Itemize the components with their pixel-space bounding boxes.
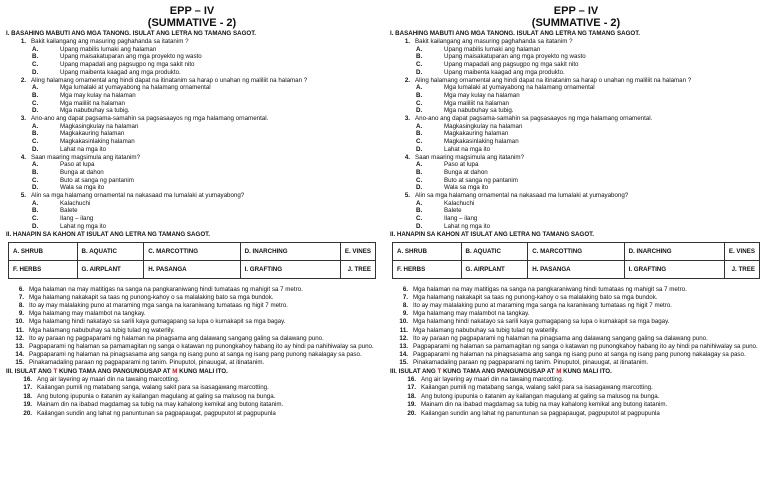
item-number: 14. <box>399 351 408 359</box>
answer-option <box>6 223 378 231</box>
option-text: Magkakasinlaking halaman <box>444 138 519 146</box>
question-text: Aling halamang ornamental ang hindi dapat na itinatanim sa harap o unahan ng maliliit na halaman ? <box>415 76 692 84</box>
worksheet-title: EPP – IV <box>553 5 599 17</box>
option-letter: B. <box>416 168 423 176</box>
option-letter: B. <box>416 130 423 138</box>
option-letter: A. <box>416 84 423 92</box>
word-box-cell: D. INARCHING <box>624 242 724 260</box>
word-box-row-2 <box>9 260 376 278</box>
word-box-cell: G. AIRPLANT <box>461 260 528 278</box>
item-number: 8. <box>402 301 408 309</box>
question-number: 2. <box>20 76 26 84</box>
option-letter: A. <box>416 199 423 207</box>
item-text: Pagpaparami ng halaman sa pamamagitan ng sanga o katawan ng punongkahoy habang ito ay hindi pa nahihiwalay sa puno. <box>413 343 758 350</box>
question-item <box>390 192 762 200</box>
answer-option <box>6 215 378 223</box>
option-text: Mga maliliit na halaman <box>60 99 125 107</box>
question-number: 5. <box>404 192 410 200</box>
word-box-cell: D. INARCHING <box>240 242 340 260</box>
item-number: 17. <box>407 384 416 392</box>
answer-option <box>390 69 762 77</box>
item-text: Mga halamang nabubuhay sa tubig tulad ng waterlily. <box>413 326 559 334</box>
option-text: Ilang – ilang <box>444 215 478 223</box>
item-number: 19. <box>23 401 32 409</box>
option-letter: D. <box>32 184 39 192</box>
item-number: 14. <box>15 351 24 359</box>
answer-option <box>6 100 378 108</box>
option-text: Paso at lupa <box>444 161 479 169</box>
part3-heading: III. ISULAT ANG T KUNG TAMA ANG PANGUNGUSAP AT M KUNG MALI ITO. <box>390 367 612 375</box>
option-letter: B. <box>416 207 423 215</box>
item-number: 16. <box>407 375 416 383</box>
option-text: Lahat na mga ito <box>60 145 107 153</box>
true-false-item <box>390 384 762 393</box>
question-number: 3. <box>20 115 26 123</box>
option-letter: B. <box>32 168 39 176</box>
question-text: Alin sa mga halamang ornamental na nakasaad ma lumalaki at yumayabong? <box>31 192 245 200</box>
option-letter: B. <box>416 91 423 99</box>
option-text: Upang maisakatuparan ang mga proyekto ng wasto <box>444 53 586 61</box>
answer-option <box>6 53 378 61</box>
word-box <box>8 242 376 279</box>
true-false-item <box>390 410 762 419</box>
answer-option <box>6 161 378 169</box>
option-text: Magkasingkulay na halaman <box>60 122 139 130</box>
answer-option <box>390 92 762 100</box>
option-letter: D. <box>416 68 423 76</box>
option-letter: C. <box>32 61 39 69</box>
answer-option <box>390 138 762 146</box>
item-text: Ito ay may malalaking puno at maraming mga sanga na karaniwang tumataas ng higit 7 metro. <box>29 301 288 309</box>
item-text: Pagpaparami ng halaman na pinagsasama ang sanga ng isang puno at sanga ng isang pang punong nakalagay sa paso. <box>413 351 746 359</box>
part1-questions <box>390 38 762 231</box>
option-letter: C. <box>32 215 39 223</box>
item-number: 10. <box>399 318 408 326</box>
part1-heading: I. BASAHING MABUTI ANG MGA TANONG. ISULAT ANG LETRA NG TAMANG SAGOT. <box>6 30 257 37</box>
answer-option <box>6 84 378 92</box>
true-false-item <box>390 376 762 385</box>
word-box-cell: E. VINES <box>340 242 375 260</box>
option-letter: D. <box>416 184 423 192</box>
answer-option <box>6 107 378 115</box>
option-text: Upang mapadali ang pagsugpo ng mga sakit nito <box>60 61 195 69</box>
answer-option <box>6 177 378 185</box>
option-text: Upang maibenta kaagad ang mga produkto. <box>444 68 565 76</box>
answer-option <box>6 92 378 100</box>
option-letter: D. <box>32 107 39 115</box>
item-text: Mga halamang may malambot na tangkay. <box>413 310 530 318</box>
answer-option <box>390 84 762 92</box>
question-text: Ano-ano ang dapat pagsama-samahin sa pagsasaayos ng mga halamang ornamental. <box>31 115 269 123</box>
answer-option <box>390 100 762 108</box>
question-number: 4. <box>20 153 26 161</box>
option-letter: C. <box>32 176 39 184</box>
item-number: 20. <box>407 409 416 417</box>
option-text: Upang maisakatuparan ang mga proyekto ng wasto <box>60 53 202 61</box>
word-box-cell: J. TREE <box>724 260 759 278</box>
word-box-cell: F. HERBS <box>9 260 78 278</box>
question-text: Bakit kailangang ang masuring paghahanda sa itatanim ? <box>31 38 189 45</box>
item-number: 11. <box>399 326 408 334</box>
answer-option <box>6 46 378 54</box>
identification-item <box>6 310 378 318</box>
item-text: Ito ay paraan ng pagpaparami ng halaman na pinagsama ang dalawang sangang galing sa dalawang puno. <box>29 334 324 342</box>
item-number: 20. <box>23 409 32 417</box>
identification-item <box>390 343 762 351</box>
word-box-cell: J. TREE <box>340 260 375 278</box>
word-box-cell: C. MARCOTTING <box>528 242 624 260</box>
part2-heading: II. HANAPIN SA KAHON AT ISULAT ANG LETRA NG TAMANG SAGOT. <box>6 230 210 238</box>
word-box-row-2 <box>393 260 760 278</box>
item-text: Kailangan sundin ang lahat ng panuntunan sa pagpapaugat, pagpuputol at pagpupunla <box>421 409 660 417</box>
question-item <box>6 77 378 85</box>
option-text: Wala sa mga ito <box>60 184 105 192</box>
option-letter: D. <box>32 145 39 153</box>
identification-item <box>390 310 762 318</box>
option-text: Bunga at dahon <box>60 168 104 176</box>
item-text: Pinakamadaling paraan ng pagpaparami ng tanim. Pinuputol, pinauugat, at itinatanim. <box>413 359 649 367</box>
question-number: 1. <box>20 38 26 45</box>
option-letter: C. <box>416 176 423 184</box>
true-false-item <box>6 384 378 393</box>
item-number: 16. <box>23 375 32 383</box>
item-text: Mga halamang may malambot na tangkay. <box>29 310 146 318</box>
option-letter: A. <box>416 45 423 53</box>
worksheet-subtitle: (SUMMATIVE - 2) <box>147 17 237 29</box>
question-number: 5. <box>20 192 26 200</box>
answer-option <box>390 177 762 185</box>
option-text: Kalachuchi <box>60 199 91 207</box>
item-text: Ang air layering ay maari din na tawaing marcotting. <box>421 375 564 383</box>
option-text: Ilang – ilang <box>60 215 94 223</box>
answer-option <box>6 146 378 154</box>
answer-option <box>390 46 762 54</box>
option-letter: C. <box>416 61 423 69</box>
worksheet-right-copy <box>384 0 768 503</box>
option-text: Buto at sanga ng pantanim <box>60 176 134 184</box>
option-text: Upang mabilis lumaki ang halaman <box>444 45 541 53</box>
option-text: Magkakauring halaman <box>60 130 125 138</box>
option-text: Lahat ng mga ito <box>444 222 491 230</box>
item-number: 13. <box>399 343 408 350</box>
answer-option <box>6 169 378 177</box>
item-text: Pinakamadaling paraan ng pagpaparami ng tanim. Pinuputol, pinauugat, at itinatanim. <box>29 359 265 367</box>
answer-option <box>390 215 762 223</box>
true-false-item <box>390 393 762 402</box>
item-number: 7. <box>402 293 408 301</box>
item-number: 10. <box>15 318 24 326</box>
question-item <box>6 154 378 162</box>
item-number: 6. <box>402 285 408 293</box>
item-text: Pagpaparami ng halaman sa pamamagitan ng sanga o katawan ng punongkahoy habang ito ay hindi pa nahihiwalay sa puno. <box>29 343 374 350</box>
option-letter: D. <box>416 107 423 115</box>
answer-option <box>390 61 762 69</box>
question-item <box>6 192 378 200</box>
option-letter: D. <box>32 68 39 76</box>
worksheet-subtitle: (SUMMATIVE - 2) <box>531 17 621 29</box>
word-box-cell: B. AQUATIC <box>77 242 144 260</box>
item-number: 15. <box>15 359 24 367</box>
identification-item <box>390 351 762 359</box>
part2-heading: II. HANAPIN SA KAHON AT ISULAT ANG LETRA NG TAMANG SAGOT. <box>390 230 594 238</box>
option-letter: C. <box>416 215 423 223</box>
item-number: 9. <box>18 310 24 318</box>
part3-heading: III. ISULAT ANG T KUNG TAMA ANG PANGUNGUSAP AT M KUNG MALI ITO. <box>6 367 228 375</box>
word-box-cell: E. VINES <box>724 242 759 260</box>
item-text: Ang butong ipupunla o itatanim ay kailangan magulang at galing sa malusog na bunga. <box>37 392 276 400</box>
identification-item <box>6 318 378 326</box>
option-letter: B. <box>32 91 39 99</box>
question-item <box>6 115 378 123</box>
item-text: Kailangan pumili ng matabang sanga, walang sakit para sa isasagawang marcotting. <box>37 384 269 392</box>
item-number: 13. <box>15 343 24 350</box>
option-text: Upang maibenta kaagad ang mga produkto. <box>60 68 181 76</box>
option-letter: B. <box>32 53 39 61</box>
item-number: 12. <box>15 334 24 342</box>
word-box-cell: H. PASANGA <box>528 260 624 278</box>
question-text: Aling halamang ornamental ang hindi dapat na itinatanim sa harap o unahan ng maliliit na halaman ? <box>31 76 308 84</box>
question-item <box>390 154 762 162</box>
item-text: Pagpaparami ng halaman na pinagsasama ang sanga ng isang puno at sanga ng isang pang punong nakalagay sa paso. <box>29 351 362 359</box>
option-text: Upang mabilis lumaki ang halaman <box>60 45 157 53</box>
answer-option <box>6 130 378 138</box>
answer-option <box>6 207 378 215</box>
identification-item <box>390 327 762 335</box>
question-text: Ano-ano ang dapat pagsama-samahin sa pagsasaayos ng mga halamang ornamental. <box>415 115 653 123</box>
option-text: Bunga at dahon <box>444 168 488 176</box>
part2-items <box>6 286 378 368</box>
item-number: 6. <box>18 285 24 293</box>
option-letter: B. <box>32 207 39 215</box>
word-box-cell: G. AIRPLANT <box>77 260 144 278</box>
question-text: Bakit kailangang ang masuring paghahanda sa itatanim ? <box>415 38 573 45</box>
item-text: Mga halamang nakakapit sa taas ng punong-kahoy o sa malalaking bato sa mga bundok. <box>29 293 274 301</box>
item-number: 15. <box>399 359 408 367</box>
answer-option <box>390 146 762 154</box>
option-text: Lahat ng mga ito <box>60 222 107 230</box>
answer-option <box>390 169 762 177</box>
option-text: Mga nabubuhay sa tubig. <box>444 107 514 115</box>
item-number: 9. <box>402 310 408 318</box>
word-box-row-1 <box>9 242 376 260</box>
identification-item <box>390 318 762 326</box>
question-number: 4. <box>404 153 410 161</box>
option-text: Balete <box>444 207 462 215</box>
word-box-cell: I. GRAFTING <box>624 260 724 278</box>
identification-item <box>390 302 762 310</box>
identification-item <box>390 359 762 367</box>
true-false-item <box>6 401 378 410</box>
part3-items <box>6 376 378 419</box>
option-letter: D. <box>416 145 423 153</box>
question-text: Saan maaring magsimula ang itatanim? <box>415 153 525 161</box>
item-number: 19. <box>407 401 416 409</box>
question-text: Saan maaring magsimula ang itatanim? <box>31 153 141 161</box>
option-letter: B. <box>416 53 423 61</box>
option-letter: A. <box>32 122 39 130</box>
item-text: Ito ay paraan ng pagpaparami ng halaman na pinagsama ang dalawang sangang galing sa dalawang puno. <box>413 334 708 342</box>
option-letter: D. <box>416 222 423 230</box>
option-text: Kalachuchi <box>444 199 475 207</box>
answer-option <box>390 200 762 208</box>
word-box-cell: F. HERBS <box>393 260 462 278</box>
word-box-row-1 <box>393 242 760 260</box>
option-letter: D. <box>32 222 39 230</box>
option-letter: C. <box>416 99 423 107</box>
item-number: 18. <box>407 392 416 400</box>
item-number: 11. <box>15 326 24 334</box>
identification-item <box>390 335 762 343</box>
word-box-cell: B. AQUATIC <box>461 242 528 260</box>
answer-option <box>6 138 378 146</box>
option-text: Mga lumalaki at yumayabong na halamang ornamental <box>60 84 211 92</box>
identification-item <box>6 327 378 335</box>
item-text: Mainam din na ibabad magdamag sa tubig na may kahalong kemikal ang butong itatanim. <box>421 401 668 409</box>
word-box-cell: H. PASANGA <box>144 260 240 278</box>
item-text: Ang butong ipupunla o itatanim ay kailangan magulang at galing sa malusog na bunga. <box>421 392 660 400</box>
option-letter: A. <box>32 45 39 53</box>
part2-items <box>390 286 762 368</box>
answer-option <box>390 123 762 131</box>
option-letter: C. <box>416 138 423 146</box>
identification-item <box>6 351 378 359</box>
item-text: Ito ay may malalaking puno at maraming mga sanga na karaniwang tumataas ng higit 7 metro. <box>413 301 672 309</box>
option-text: Mga lumalaki at yumayabong na halamang ornamental <box>444 84 595 92</box>
answer-option <box>390 53 762 61</box>
true-false-item <box>390 401 762 410</box>
question-item <box>390 77 762 85</box>
item-text: Kailangan pumili ng matabang sanga, walang sakit para sa isasagawang marcotting. <box>421 384 653 392</box>
answer-option <box>6 61 378 69</box>
item-number: 8. <box>18 301 24 309</box>
true-false-item <box>6 393 378 402</box>
item-text: Kailangan sundin ang lahat ng panuntunan sa pagpapaugat, pagpuputol at pagpupunla <box>37 409 276 417</box>
worksheet-title: EPP – IV <box>169 5 215 17</box>
item-text: Mga halamang nabubuhay sa tubig tulad ng waterlily. <box>29 326 175 334</box>
answer-option <box>390 107 762 115</box>
item-text: Mga halamang hindi nakatayo sa sarili kaya gumagapang sa lupa o kumakapit sa mga bagay. <box>29 318 286 326</box>
option-letter: B. <box>32 130 39 138</box>
item-text: Ang air layering ay maari din na tawaing marcotting. <box>37 375 180 383</box>
option-letter: A. <box>32 161 39 169</box>
option-letter: C. <box>32 138 39 146</box>
identification-item <box>6 294 378 302</box>
answer-option <box>6 69 378 77</box>
answer-option <box>390 223 762 231</box>
identification-item <box>6 343 378 351</box>
part3-items <box>390 376 762 419</box>
option-text: Wala sa mga ito <box>444 184 489 192</box>
true-false-item <box>6 410 378 419</box>
answer-option <box>390 207 762 215</box>
item-text: Mga halamang nakakapit sa taas ng punong-kahoy o sa malalaking bato sa mga bundok. <box>413 293 658 301</box>
part1-questions <box>6 38 378 231</box>
question-number: 1. <box>404 38 410 45</box>
identification-item <box>6 359 378 367</box>
question-text: Alin sa mga halamang ornamental na nakasaad ma lumalaki at yumayabong? <box>415 192 629 200</box>
item-number: 18. <box>23 392 32 400</box>
option-text: Mga may kulay na halaman <box>60 91 136 99</box>
word-box <box>392 242 760 279</box>
option-text: Mga nabubuhay sa tubig. <box>60 107 130 115</box>
option-text: Paso at lupa <box>60 161 95 169</box>
option-text: Buto at sanga ng pantanim <box>444 176 518 184</box>
answer-option <box>390 130 762 138</box>
answer-option <box>390 184 762 192</box>
identification-item <box>390 294 762 302</box>
item-text: Mainam din na ibabad magdamag sa tubig na may kahalong kemikal ang butong itatanim. <box>37 401 284 409</box>
question-number: 3. <box>404 115 410 123</box>
option-letter: A. <box>32 199 39 207</box>
item-text: Mga halaman na may matitigas na sanga na pangkaraniwang hindi tumataas ng mahigit sa 7 metro. <box>29 285 303 293</box>
part1-heading: I. BASAHING MABUTI ANG MGA TANONG. ISULAT ANG LETRA NG TAMANG SAGOT. <box>390 30 641 37</box>
identification-item <box>390 286 762 294</box>
question-item <box>6 38 378 46</box>
answer-option <box>390 161 762 169</box>
option-text: Lahat na mga ito <box>444 145 491 153</box>
word-box-cell: A. SHRUB <box>393 242 462 260</box>
option-text: Upang mapadali ang pagsugpo ng mga sakit nito <box>444 61 579 69</box>
word-box-cell: A. SHRUB <box>9 242 78 260</box>
item-text: Mga halaman na may matitigas na sanga na pangkaraniwang hindi tumataas ng mahigit sa 7 metro. <box>413 285 687 293</box>
question-item <box>390 115 762 123</box>
option-text: Magkakasinlaking halaman <box>60 138 135 146</box>
option-text: Mga may kulay na halaman <box>444 91 520 99</box>
option-letter: A. <box>32 84 39 92</box>
option-text: Magkakauring halaman <box>444 130 509 138</box>
question-item <box>390 38 762 46</box>
item-text: Mga halamang hindi nakatayo sa sarili kaya gumagapang sa lupa o kumakapit sa mga bagay. <box>413 318 670 326</box>
item-number: 17. <box>23 384 32 392</box>
answer-option <box>6 123 378 131</box>
option-letter: A. <box>416 161 423 169</box>
word-box-cell: I. GRAFTING <box>240 260 340 278</box>
option-text: Mga maliliit na halaman <box>444 99 509 107</box>
identification-item <box>6 335 378 343</box>
option-letter: A. <box>416 122 423 130</box>
option-text: Balete <box>60 207 78 215</box>
answer-option <box>6 200 378 208</box>
option-text: Magkasingkulay na halaman <box>444 122 523 130</box>
true-false-item <box>6 376 378 385</box>
question-number: 2. <box>404 76 410 84</box>
item-number: 12. <box>399 334 408 342</box>
answer-option <box>6 184 378 192</box>
word-box-cell: C. MARCOTTING <box>144 242 240 260</box>
identification-item <box>6 286 378 294</box>
identification-item <box>6 302 378 310</box>
item-number: 7. <box>18 293 24 301</box>
option-letter: C. <box>32 99 39 107</box>
